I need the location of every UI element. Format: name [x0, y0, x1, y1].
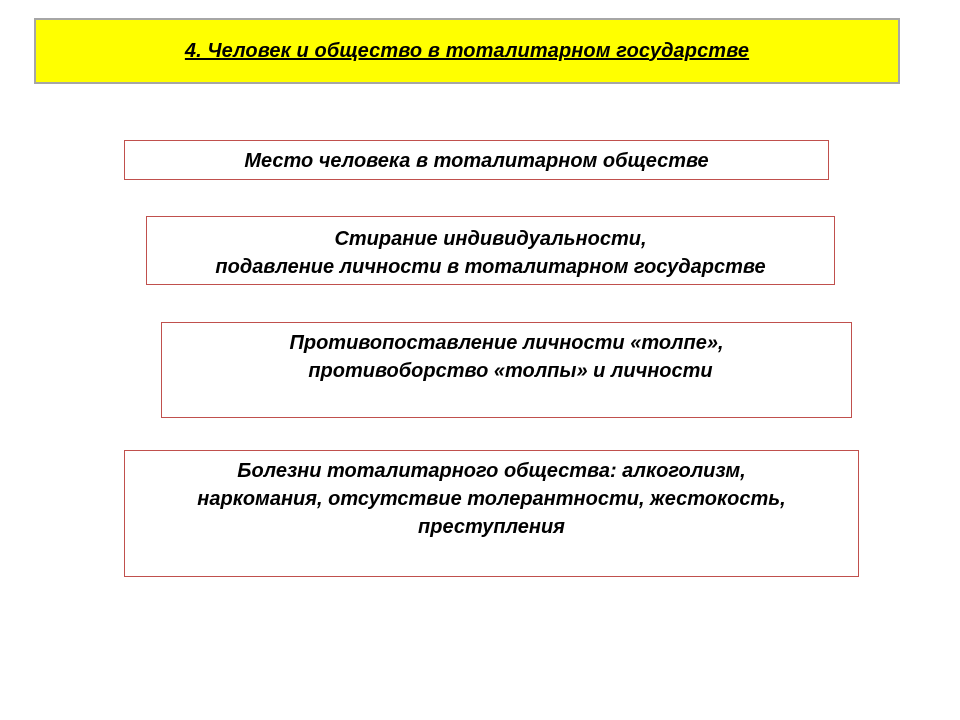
- topic-box-line: Противопоставление личности «толпе»,: [289, 332, 724, 354]
- slide-title-banner: [34, 18, 900, 84]
- topic-box-line: противоборство «толпы» и личности: [308, 360, 713, 382]
- topic-box-line: преступления: [418, 516, 565, 538]
- topic-box-individuality-erasure: [146, 216, 835, 285]
- slide-title: 4. Человек и общество в тоталитарном государстве: [184, 39, 750, 62]
- topic-box-person-place: [124, 140, 829, 180]
- topic-box-individual-vs-crowd: [161, 322, 852, 418]
- topic-box-line: подавление личности в тоталитарном государстве: [215, 256, 766, 278]
- topic-box-line: Стирание индивидуальности,: [334, 228, 647, 250]
- topic-box-line: наркомания, отсутствие толерантности, жестокость,: [197, 488, 786, 510]
- topic-box-line: Место человека в тоталитарном обществе: [244, 150, 709, 172]
- topic-box-society-diseases: [124, 450, 859, 577]
- topic-box-line: Болезни тоталитарного общества: алкоголизм,: [237, 460, 746, 482]
